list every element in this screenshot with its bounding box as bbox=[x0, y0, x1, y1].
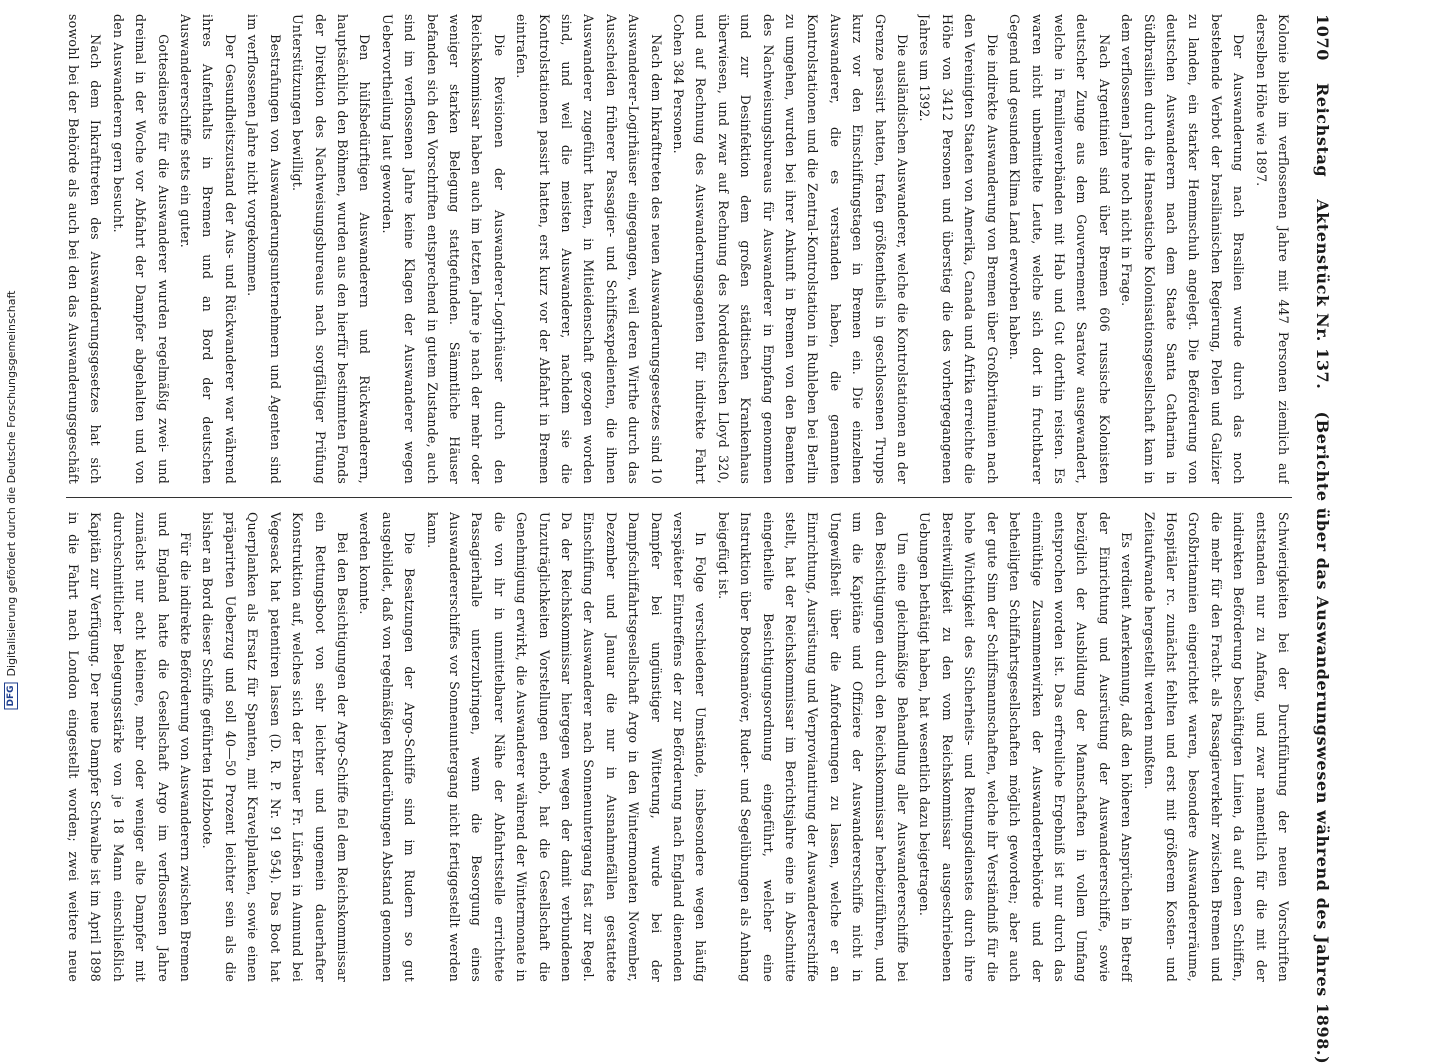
paragraph: Die ausländischen Auswanderer, welche die Kontrolstationen an der Grenze passirt hatten, trafen größtentheils in geschlossenen Trupps kurz vor den Einschiffungstagen in Bremen ein. Die einzelnen Auswanderer, die es verstanden haben, die genannten Kontrolstationen und die Zentral-Kontrolstation in Ruhleben bei Berlin zu umgehen, wurden bei ihrer Ankunft in Bremen von den Beamten des Nachweisungsbureaus für Auswanderer in Empfang genommen und zur Desinfektion dem großen städtischen Krankenhaus überwiesen, und zwar auf Rechnung des Norddeutschen Lloyd 320, und auf Rechnung des Auswanderungsagenten für indirekte Fahrt Cohen 384 Personen. bbox=[671, 14, 911, 484]
paragraph: Nach dem Inkrafttreten des Auswanderungsgesetzes hat sich sowohl bei der Behörde als auch bei den das Auswanderungsgeschäft bbox=[66, 14, 104, 484]
paragraph: Es verdient Anerkennung, daß den höheren Ansprüchen in Betreff der Einrichtung und Ausrüstung der Auswandererschiffe, sowie bezüglich der Ausbildung der Mannschaften in vollem Umfang entsprochen worden ist. Das erfreuliche Ergebniß ist nur durch das einmüthige Zusammenwirken der Auswandererbehörde und der betheiligten Schiffahrtsgesellschaften möglich geworden; aber auch der gute Sinn der Schiffsmannschaften, welche ihr Verständniß für die hohe Wichtigkeit des Sicherheits- und Rettungsdienstes durch ihre Bereitwilligkeit zu den vom Reichskommissar ausgeschriebenen Uebungen bethätigt haben, hat wesentlich dazu beigetragen. bbox=[917, 512, 1135, 982]
paragraph: Für die indirekte Beförderung von Auswanderern zwischen Bremen und England hatte die Gesellschaft Argo im verflossenen Jahre zunächst nur acht kleinere, mehr oder weniger alte Dampfer mit durchschnittlicher Belegungsstärke von je 18 Mann einschließlich Kapitän zur Verfügung. Der neue Dampfer Schwalbe ist im April 1898 in die Fahrt nach London eingestellt worden; zwei weitere neue bbox=[66, 512, 194, 982]
paragraph: Um eine gleichmäßige Behandlung aller Auswandererschiffe bei den Besichtigungen durch den Reichskommissar herbeizuführen, und um die Kapitäne und Offiziere der Auswandererschiffe nicht in Ungewißheit über die Anforderungen zu lassen, welche er an Einrichtung, Ausrüstung und Verproviantirung der Auswandererschiffe stellt, hat der Reichskommissar im Berichtsjahre eine in Abschnitte eingetheilte Besichtigungsordnung eingeführt, welcher eine Instruktion über Bootsmanöver, Ruder- und Segelübungen als Anhang beigefügt ist. bbox=[715, 512, 911, 982]
paragraph: Die indirekte Auswanderung von Bremen über Großbritannien nach den Vereinigten Staaten von Amerika, Canada und Afrika erreichte die Höhe von 3412 Personen und überstieg die des vorhergegangenen Jahres um 1392. bbox=[917, 14, 1000, 484]
paragraph: Bei den Besichtigungen der Argo-Schiffe fiel dem Reichskommissar ein Rettungsboot von sehr leichter und ungemein dauerhafter Konstruktion auf, welches sich der Erbauer Fr. Lürßen in Aumund bei Vegesack hat patentiren lassen (D. R. P. Nr. 91 954). Das Boot hat Querplanken als Ersatz für Spanten, mit Kravelplanken, sowie einen präparirten Ueberzug und soll 40—50 Prozent leichter sein als die bisher an Bord dieser Schiffe geführten Holzboote. bbox=[200, 512, 350, 982]
paragraph: Gottesdienste für die Auswanderer wurden regelmäßig zwei- und dreimal in der Woche vor Abfahrt der Dampfer abgehalten und von den Auswanderern gern besucht. bbox=[110, 14, 171, 484]
header-left-title: Reichstag bbox=[1313, 82, 1332, 178]
paragraph: Nach Argentinien sind über Bremen 606 russische Kolonisten deutscher Zunge aus dem Gouvernement Saratow ausgewandert, welche in Familienverbänden mit Hab und Gut dorthin reisten. Es waren nicht unbemittelte Leute, welche sich dort in fruchtbarer Gegend und gesundem Klima Land erworben haben. bbox=[1007, 14, 1112, 484]
paragraph: Kolonie blieb im verflossenen Jahre mit 447 Personen ziemlich auf derselben Höhe wie 1897. bbox=[1253, 14, 1291, 484]
paragraph: Bestrafungen von Auswanderungsunternehmern und Agenten sind im verflossenen Jahre nicht vorgekommen. bbox=[245, 14, 283, 484]
paragraph: Die Revisionen der Auswanderer-Logirhäuser durch den Reichskommissar haben auch im letzten Jahre je nach der mehr oder weniger starken Belegung stattgefunden. Sämmtliche Häuser befanden sich den Vorschriften entsprechend in gutem Zustande, auch sind im verflossenen Jahre keine Klagen der Auswanderer wegen Uebervortheilung laut geworden. bbox=[379, 14, 507, 484]
paragraph: Nach dem Inkrafttreten des neuen Auswanderungsgesetzes sind 10 Auswanderer-Logirhäuser eingegangen, weil deren Wirthe durch das Ausscheiden früherer Passagier- und Schiffsexpedienten, die ihnen Auswanderer zugeführt hatten, in Mitleidenschaft gezogen worden sind, und weil die meisten Auswanderer, nachdem sie die Kontrolstationen passirt hatten, erst kurz vor der Abfahrt in Bremen eintrafen. bbox=[514, 14, 664, 484]
paragraph: Der Auswanderung nach Brasilien wurde durch das noch bestehende Verbot der brasilianischen Regierung, Polen und Galizier zu landen, ein starker Hemmschuh angelegt. Die Beförderung von deutschen Auswanderern nach dem Staate Santa Catharina in Südbrasilien durch die Hanseatische Kolonisationsgesellschaft kam in dem verflossenen Jahre noch nicht in Frage. bbox=[1119, 14, 1247, 484]
paragraph: In Folge verschiedener Umstände, insbesondere wegen häufig verspäteter Eintreffens der zur Beförderung nach England dienenden Dampfer bei ungünstiger Witterung, wurde bei der Dampfschiffahrtsgesellschaft Argo in den Wintermonaten November, Dezember und Januar die nur in Ausnahmefällen gestattete Einschiffung der Auswanderer nach Sonnenuntergang fast zur Regel. Da der Reichskommissar hiergegen wegen der damit verbundenen Unzuträglichkeiten Vorstellungen erhob, hat die Gesellschaft die Genehmigung erwirkt, die Auswanderer während der Wintermonate in die von ihr in unmittelbarer Nähe der Abfahrtsstelle errichtete Passagierhalle unterzubringen, wenn die Besorgung eines Auswandererschiffes vor Sonnenuntergang nicht fertiggestellt werden kann. bbox=[424, 512, 709, 982]
credit-text: Digitalisierung gefördert durch die Deutsche Forschungsgemeinschaft bbox=[4, 290, 18, 677]
page-header bbox=[1302, 14, 1332, 1064]
dfg-logo: DFG bbox=[4, 682, 18, 709]
paragraph: Den hülfsbedürftigen Auswanderern und Rückwanderern, hauptsächlich den Böhmen, wurden aus den hierfür bestimmten Fonds der Direktion des Nachweisungsbureaus nach sorgfältiger Prüfung Unterstützungen bewilligt. bbox=[290, 14, 373, 484]
record-label: Aktenstück Nr. 137. bbox=[1313, 199, 1332, 390]
left-column bbox=[64, 14, 1294, 484]
page-number: 1070 bbox=[1313, 14, 1332, 61]
column-divider bbox=[66, 497, 1292, 498]
page-frame bbox=[34, 0, 1340, 1064]
paragraph: Schwierigkeiten bei der Durchführung der neuen Vorschriften entstanden nur zu Anfang, und zwar namentlich für die mit der indirekten Beförderung beschäftigten Linien, da auf denen Schiffen, die mehr für den Fracht- als Passagierverkehr zwischen Bremen und Großbritannien eingerichtet waren, besondere Auswandererräume, Hospitäler rc. zunächst fehlten und erst mit größerem Kosten- und Zeitaufwande hergestellt werden mußten. bbox=[1141, 512, 1291, 982]
paragraph: Der Gesundheitszustand der Aus- und Rückwanderer war während ihres Aufenthalts in Bremen und an Bord der deutschen Auswandererschiffe stets ein guter. bbox=[178, 14, 238, 484]
margin-credit bbox=[0, 0, 22, 1000]
document-page bbox=[34, 0, 1340, 1064]
right-column bbox=[64, 512, 1294, 982]
paragraph: Die Besatzungen der Argo-Schiffe sind im Rudern so gut ausgebildet, daß von regelmäßigen Ruderübungen Abstand genommen werden konnte. bbox=[357, 512, 418, 982]
header-subtitle: (Berichte über das Auswanderungswesen während des Jahres 1898.) bbox=[1313, 411, 1332, 1064]
